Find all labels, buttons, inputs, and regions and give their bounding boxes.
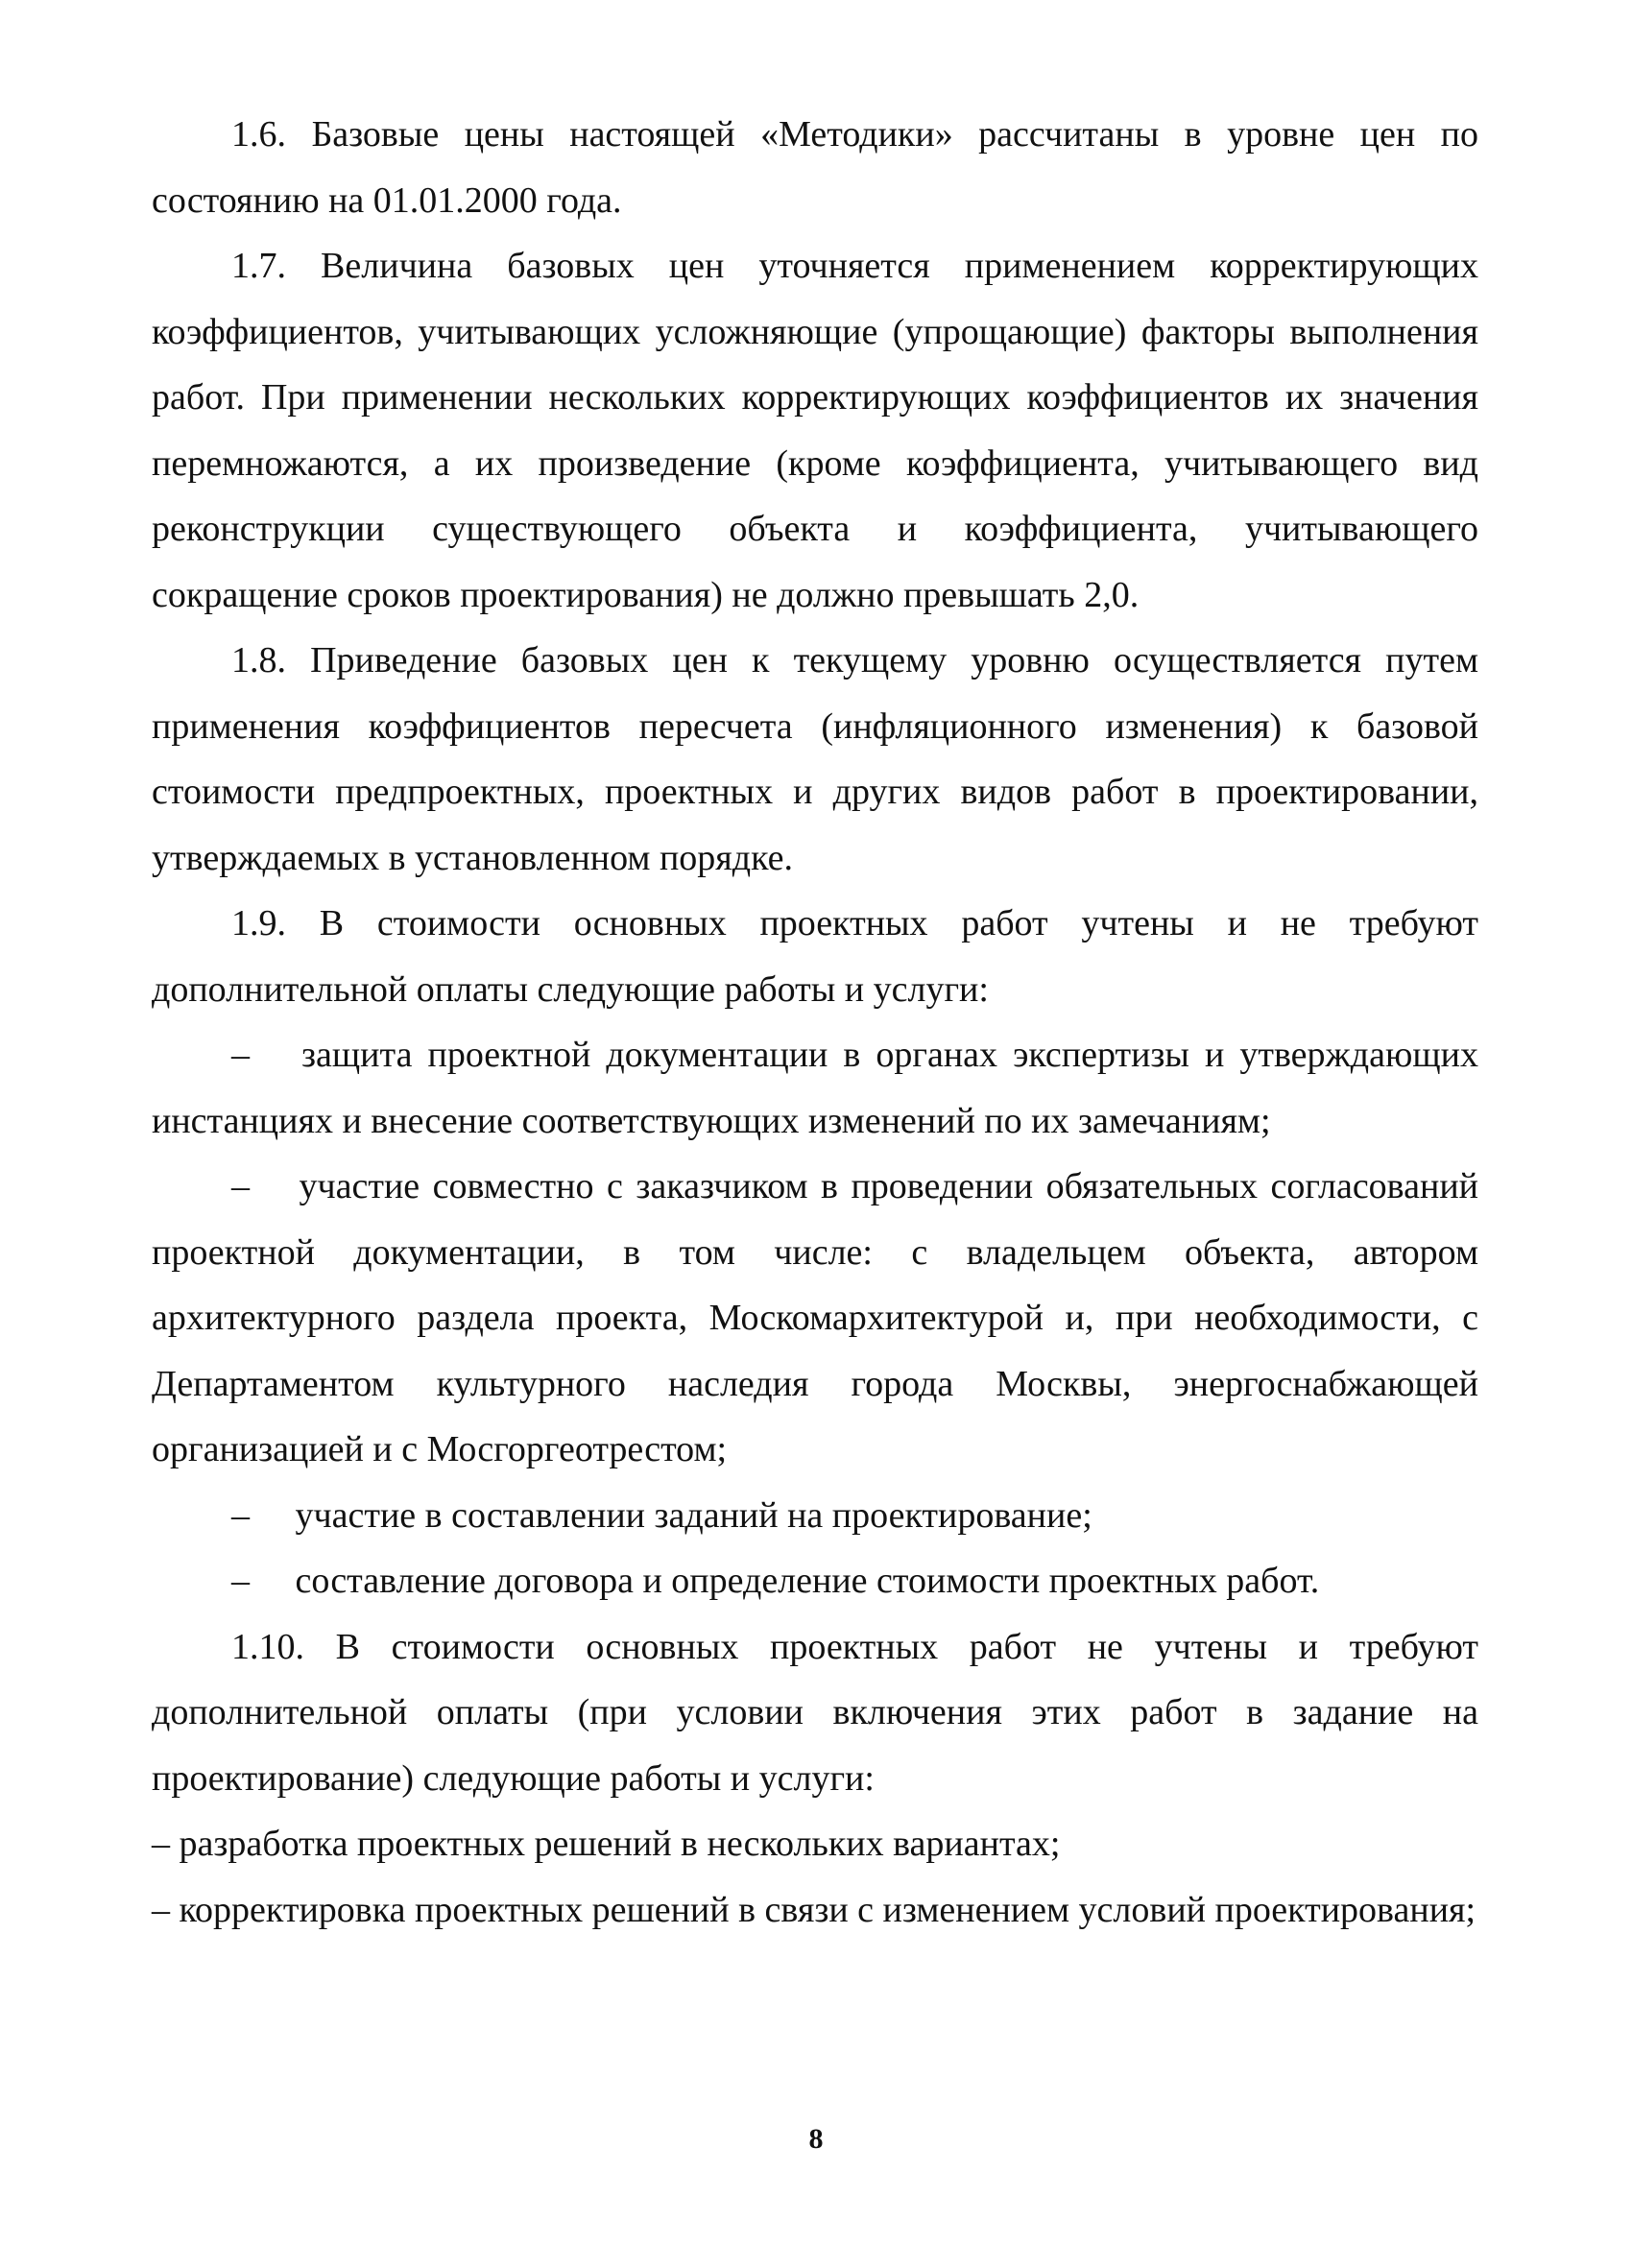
list-item-contract: – составление договора и определение стоимости проектных работ. <box>231 1561 1320 1601</box>
paragraph-1-7: 1.7. Величина базовых цен уточняется применением корректирующих коэффициентов, учитывающих усложняющие (упрощающие) факторы выполнения работ. При применении нескольких корректирующих коэффициентов их значения перемножаются, а их произведение (кроме коэффициента, учитывающего вид реконструкции существующего объекта и коэффициента, учитывающего сокращение сроков проектирования) не должно превышать 2,0. <box>152 246 1478 615</box>
paragraph-1-10: 1.10. В стоимости основных проектных работ не учтены и требуют дополнительной оплаты (при условии включения этих работ в задание на проектирование) следующие работы и услуги: <box>152 1626 1478 1799</box>
list-item-expertise-defense: – защита проектной документации в органах экспертизы и утверждающих инстанциях и внесение соответствующих изменений по их замечаниям; <box>152 1035 1478 1141</box>
paragraph-1-8: 1.8. Приведение базовых цен к текущему уровню осуществляется путем применения коэффициентов пересчета (инфляционного изменения) к базовой стоимости предпроектных, проектных и других видов работ в проектировании, утверждаемых в установленном порядке. <box>152 640 1478 878</box>
list-item-corrections: – корректировка проектных решений в связи с изменением условий проектирования; <box>152 1889 1476 1930</box>
list-item-design-assignments: – участие в составлении заданий на проектирование; <box>231 1494 1092 1536</box>
document-page <box>152 102 1478 1943</box>
paragraph-1-6: 1.6. Базовые цены настоящей «Методики» рассчитаны в уровне цен по состоянию на 01.01.2000 года. <box>152 114 1478 221</box>
list-item-variants: – разработка проектных решений в нескольких вариантах; <box>152 1824 1061 1864</box>
list-item-approvals: – участие совместно с заказчиком в проведении обязательных согласований проектной документации, в том числе: с владельцем объекта, автором архитектурного раздела проекта, Москомархитектурой и, при необходимости, с Департаментом культурного наследия города Москвы, энергоснабжающей организацией и с Мосгоргеотрестом; <box>152 1166 1478 1469</box>
page-number: 8 <box>808 2123 824 2155</box>
paragraph-1-9: 1.9. В стоимости основных проектных работ учтены и не требуют дополнительной оплаты следующие работы и услуги: <box>152 903 1478 1010</box>
